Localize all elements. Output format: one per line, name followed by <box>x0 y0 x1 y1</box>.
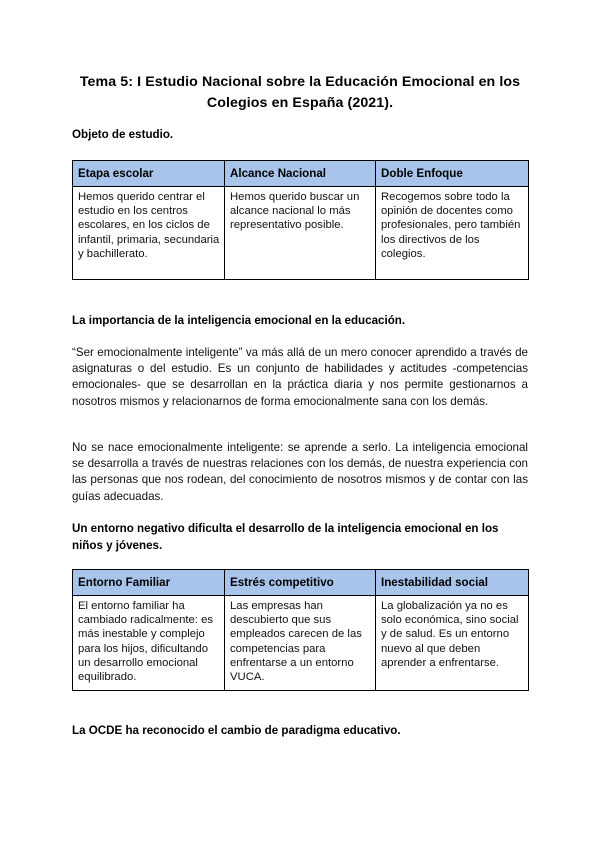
study-table <box>72 160 529 280</box>
table-cell: Las empresas han descubierto que sus empleados carecen de las competencias para enfrentarse a un entorno VUCA. <box>225 596 376 691</box>
table-cell: Hemos querido buscar un alcance nacional lo más representativo posible. <box>225 187 376 280</box>
table-header-cell: Doble Enfoque <box>376 161 529 187</box>
table-header-cell: Estrés competitivo <box>225 570 376 596</box>
paragraph: “Ser emocionalmente inteligente” va más allá de un mero conocer aprendido a través de asignaturas o del estudio. Es un conjunto de habilidades y actitudes -competencias emocionales- que se desarrollan en la práctica diaria y nos permite gestionarnos a nosotros mismos y relacionarnos de forma emocionalmente sana con los demás. <box>72 346 528 408</box>
table-header-cell: Alcance Nacional <box>225 161 376 187</box>
section-heading-objeto: Objeto de estudio. <box>72 128 174 141</box>
table-cell: El entorno familiar ha cambiado radicalmente: es más inestable y complejo para los hijos, dificultando un desarrollo emocional equilibrado. <box>73 596 225 691</box>
table-cell: Hemos querido centrar el estudio en los centros escolares, en los ciclos de infantil, primaria, secundaria y bachillerato. <box>73 187 225 280</box>
table-row <box>73 596 529 691</box>
table-header-cell: Inestabilidad social <box>376 570 529 596</box>
study-table-header-row <box>73 161 529 187</box>
table-row <box>73 187 529 280</box>
table-header-cell: Etapa escolar <box>73 161 225 187</box>
environment-table <box>72 569 529 691</box>
page-title: Tema 5: I Estudio Nacional sobre la Educación Emocional en los Colegios en España (2021). <box>79 74 521 111</box>
section-heading-ocde: La OCDE ha reconocido el cambio de paradigma educativo. <box>72 724 401 737</box>
table-cell: Recogemos sobre todo la opinión de docentes como profesionales, pero también los directivos de los colegios. <box>376 187 529 280</box>
section-heading-importancia: La importancia de la inteligencia emocional en la educación. <box>72 314 406 327</box>
environment-table-header-row <box>73 570 529 596</box>
section-heading-entorno: Un entorno negativo dificulta el desarrollo de la inteligencia emocional en los niños y jóvenes. <box>72 522 499 552</box>
paragraph: No se nace emocionalmente inteligente: se aprende a serlo. La inteligencia emocional se desarrolla a través de nuestras relaciones con los demás, de nuestra experiencia con las personas que nos rodean, del conocimiento de nosotros mismos y de contar con las guías adecuadas. <box>72 441 528 503</box>
table-header-cell: Entorno Familiar <box>73 570 225 596</box>
table-cell: La globalización ya no es solo económica, sino social y de salud. Es un entorno nuevo al que deben aprender a enfrentarse. <box>376 596 529 691</box>
